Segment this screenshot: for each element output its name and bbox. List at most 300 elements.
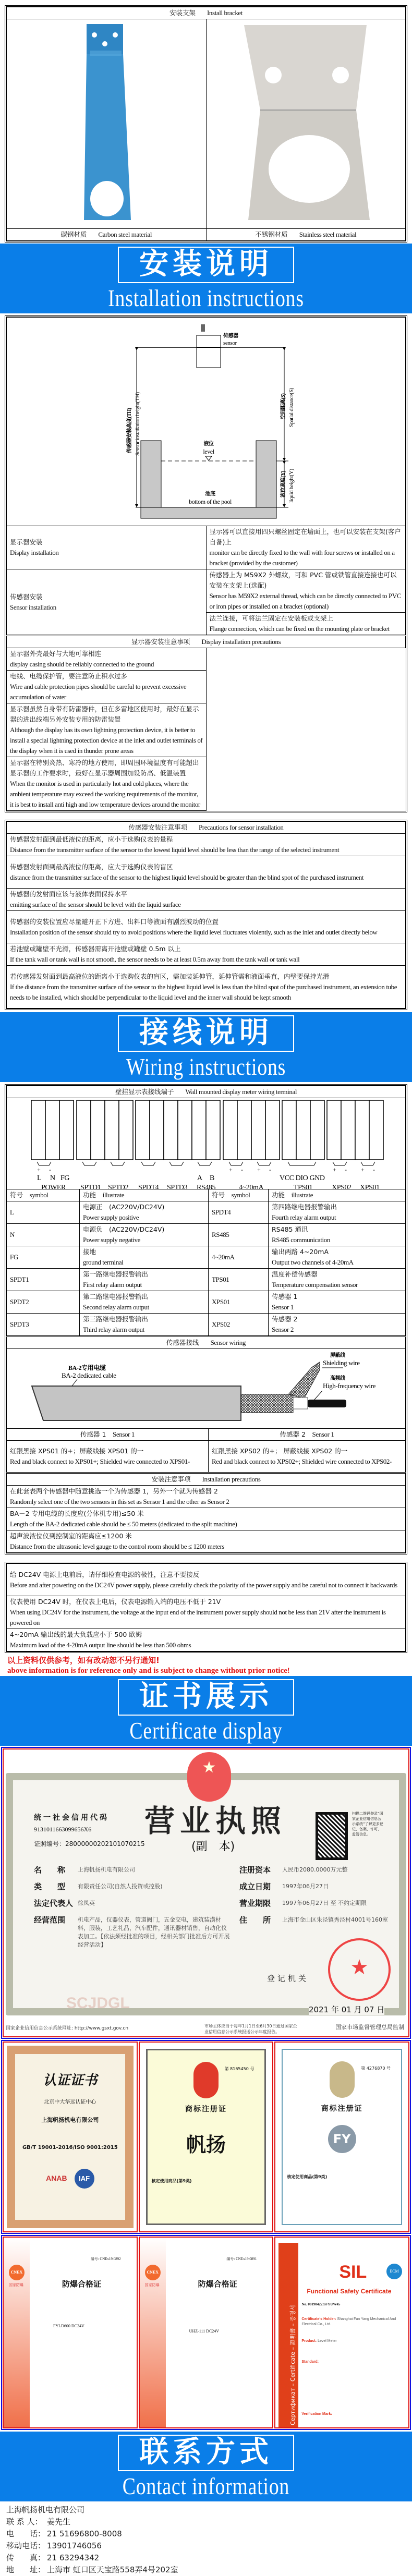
function-cn: 第四路继电器报警输出 [272, 1203, 337, 1211]
bottom-label-en: bottom of the pool [189, 498, 232, 505]
precaution-row [7, 1596, 406, 1629]
precaution-row [7, 1530, 406, 1553]
text-cn: 显示器在特别炎热、寒冷的地方使用，即周围环境温度有可能超出显示器的工作要求时，最好在显示器周围加设防高、低温装置 [10, 759, 199, 777]
iso-holder: 上海帆扬机电有限公司 [41, 2117, 99, 2123]
text-en: When using DC24V for the instrument, the voltage at the input end of the instrument power supply should not be less than 21V after the instrument is powered on [10, 1608, 386, 1626]
precaution-row [7, 648, 406, 671]
plus-sign: + [257, 1166, 261, 1173]
license-watermark: SCJDGL [66, 1995, 130, 2012]
wiring-terminal-title [7, 1086, 406, 1098]
banner-title-cn: 证书展示 [118, 1679, 294, 1716]
license-title: 营业执照 [144, 1803, 287, 1839]
text-en: If the tank wall or tank wall is not smooth, the sensor needs to be at least 0.5m away from the tank wall or tank wall [10, 955, 300, 963]
header-cn: 功能 [272, 1191, 285, 1199]
tm-number: 第 8165450 号 [224, 2067, 255, 2071]
text-en: Length of the BA-2 dedicated cable should be ≤ 50 meters (dedicated to the split machine) [10, 1520, 237, 1528]
function-cn: 接地 [83, 1248, 96, 1256]
symbol-cell: XPS01 [209, 1291, 269, 1314]
terminal-slot [136, 1100, 150, 1160]
text-en: Distance from the transmitter surface of the sensor to the lowest liquid level should be less than the range of the selected instrument [10, 846, 340, 854]
terminal-slot [265, 1100, 280, 1160]
contact-row [6, 2564, 412, 2576]
ex-title: 防爆合格证 [62, 2279, 102, 2289]
bracket-caption-carbon [7, 229, 207, 241]
ex-number: 编号: CNEx19.0892 [90, 2257, 121, 2261]
power-group-label: POWER [41, 1184, 66, 1192]
wiring-table [5, 1084, 407, 1554]
function-cn: 第一路继电器报警输出 [83, 1270, 149, 1278]
precaution-row [7, 943, 406, 966]
contact-row [6, 2552, 412, 2564]
terminal-slot [223, 1100, 237, 1160]
precaution-row [7, 1486, 406, 1508]
rs485-pin-label: A [197, 1174, 202, 1182]
symbol-cell: SPDT2 [7, 1291, 80, 1314]
minus-sign: - [373, 1166, 375, 1173]
license-fields-left [34, 1865, 232, 1957]
tm-title: 商标注册证 [321, 2105, 363, 2113]
terminal-slot [45, 1100, 59, 1160]
field-value: 1997年06月27日 至 不约定期限 [282, 1900, 367, 1906]
precaution-text [7, 757, 207, 811]
function-en: Output two channels of 4-20mA [272, 1258, 354, 1266]
disclaimer-cn: 以上资料仅供参考，如有改动恕不另行通知! [7, 1656, 160, 1665]
iso-org: 北京中大华远认证中心 [44, 2099, 96, 2105]
text-cn: 给 DC24V 电源上电前后，请仔细检查电源的极性，注意不要接反 [10, 1570, 200, 1578]
function-en: Third relay alarm output [83, 1326, 144, 1333]
terminal-bracket [82, 1162, 96, 1165]
qr-code-icon [316, 1812, 348, 1860]
contact-row [6, 2516, 412, 2528]
tm-mark: 帆扬 [186, 2133, 226, 2156]
power-pin-label: N [50, 1174, 55, 1182]
precaution-text [7, 889, 406, 911]
power-pin-label: L [37, 1174, 42, 1182]
install-bracket-table [5, 5, 407, 242]
text-cn: 法兰连接，可将法兰固定在安装板或支架上 [209, 614, 334, 622]
caption-en: Stainless steel material [299, 230, 357, 238]
certificate-number: 证照编号：28000000202101070215 [34, 1840, 145, 1848]
terminal-bracket [361, 1162, 375, 1165]
text-cn: 传感器发射面到最低液位的距离，应小于选购仪表的量程 [10, 835, 173, 843]
text-cn: 超声波液位仪到控制室的距离应≤1200 米 [10, 1532, 132, 1540]
header-en: illustrate [291, 1191, 313, 1199]
th-label-en: Sensor installation height(TH) [135, 392, 141, 456]
text-en: Randomly select one of the two sensors in this set as Sensor 1 and the other as Sensor 2 [10, 1498, 229, 1505]
license-field [34, 1899, 232, 1908]
product-value: Level Meter [318, 2339, 337, 2343]
carbon-bracket-photo [7, 19, 207, 229]
sil-certificate [274, 2237, 409, 2428]
text-cn: 显示器可以直接用四只螺丝固定在墙面上，也可以安装在支架(客户自备)上 [209, 528, 401, 546]
field-label: 成立日期 [239, 1882, 271, 1891]
terminal-slot [310, 1100, 324, 1160]
contact-value: 21 63294342 [47, 2553, 100, 2562]
terminal-slot [119, 1100, 133, 1160]
bracket-title-en: Install bracket [207, 9, 243, 17]
business-license [3, 1748, 409, 2037]
symbol-row [7, 1314, 406, 1336]
cable-label-en: BA-2 dedicated cable [62, 1371, 116, 1379]
precaution-text [7, 834, 406, 856]
header-cn: 符号 [212, 1191, 225, 1199]
header-en: symbol [231, 1191, 250, 1199]
cnex-logo-sub: 国家防爆 [144, 2283, 160, 2287]
function-en: Temperature compensation sensor [272, 1281, 358, 1289]
symbol-cell: SPDT3 [7, 1314, 80, 1336]
banner-title-cn: 安装说明 [118, 247, 294, 283]
symbol-row [7, 1201, 406, 1224]
disclaimer [7, 1655, 412, 1676]
terminal-slot [91, 1100, 105, 1160]
text-cn: 传感器的发射面应该与液体表面保持水平 [10, 890, 128, 898]
precaution-row [7, 834, 406, 856]
symbol-cell: N [7, 1224, 80, 1246]
iso-title: 认证证书 [43, 2073, 98, 2088]
terminal-bracket [198, 1162, 212, 1165]
terminal-group-label: SPTD1 [80, 1184, 101, 1192]
credit-code-label: 统一社会信用代码 [34, 1814, 109, 1822]
level-diagram-cell [7, 318, 406, 526]
text-cn: 传感器的安装位置应尽量避开正下方进、出料口等液面有剧烈波动的位置 [10, 917, 219, 926]
terminal-slot [31, 1100, 45, 1160]
plus-sign: + [37, 1166, 41, 1173]
title-en: Display installation precautions [201, 638, 281, 646]
cnex-logo: CNEX [145, 2265, 161, 2280]
text-en: emitting surface of the sensor should be level with the liquid surface [10, 901, 181, 908]
precaution-text [7, 966, 406, 1008]
title-cn: 安装注意事项 [151, 1475, 191, 1483]
precaution-row [7, 703, 406, 757]
text-en: Maximum load of the 4-20mA output line should be less than 500 ohms [10, 1641, 191, 1649]
text-en: Wire and cable protection pipes should be careful to prevent excessive accumulation of water [10, 683, 187, 701]
function-cell [269, 1269, 406, 1291]
precaution-row [7, 1629, 406, 1651]
trademark-certificate-1 [139, 2042, 274, 2232]
symbol-cell: 4~20mA [209, 1246, 269, 1269]
terminal-block-diagram [7, 1098, 406, 1192]
national-emblem-icon: ★ [187, 1752, 231, 1802]
tm-goods: 核定使用商品(第9类) [287, 2174, 328, 2179]
banner-title-en: Wiring instructions [126, 1053, 286, 1080]
cnex-logo: CNEX [9, 2265, 25, 2280]
tm-number: 第 4276870 号 [361, 2066, 391, 2071]
license-field [239, 1882, 396, 1891]
license-field [239, 1915, 396, 1925]
terminal-slot [296, 1100, 310, 1160]
function-cn: 第二路继电器报警输出 [83, 1293, 149, 1301]
high-frequency-wire [308, 1400, 346, 1407]
symbol-header [7, 1189, 80, 1201]
terminal-bracket [333, 1162, 347, 1165]
header-cn: 符号 [10, 1191, 23, 1199]
terminal-bracket [229, 1162, 243, 1165]
title-en: Installation precautions [202, 1475, 261, 1483]
title-en: Sensor 1 [113, 1430, 135, 1438]
sensor-installation-diagram [7, 318, 406, 523]
terminal-group-label: XPS01 [360, 1184, 380, 1192]
level-marker-icon [205, 456, 212, 460]
license-field [239, 1899, 396, 1908]
field-label: 营业期限 [239, 1899, 271, 1908]
stainless-steel-bracket-image [207, 19, 407, 225]
symbol-row [7, 1269, 406, 1291]
symbol-row [7, 1291, 406, 1314]
function-cell [269, 1291, 406, 1314]
license-footer-left: 国家企业信用信息公示系统网址: http://www.gsxt.gov.cn [6, 2026, 129, 2031]
header-en: illustrate [102, 1191, 125, 1199]
sil-title: SIL [339, 2262, 367, 2282]
th-label-cn: 传感器安装高度(TH) [127, 408, 132, 453]
text-en: monitor can be directly fixed to the wall with four screws or installed on a bracket (provided by the customer) [209, 549, 395, 567]
terminal-slot [192, 1100, 206, 1160]
shield-label-cn: 屏蔽线 [330, 1353, 345, 1358]
cable-braid [241, 1394, 293, 1413]
precaution-row [7, 671, 406, 703]
precaution-row [7, 911, 406, 943]
sensor-label-en: sensor [223, 340, 237, 346]
contact-label: 移动电话： [6, 2541, 46, 2550]
license-fields-right [239, 1865, 396, 1932]
contact-row [6, 2540, 412, 2552]
carbon-steel-bracket-image [7, 19, 207, 225]
minus-sign: - [241, 1166, 243, 1173]
sensor-precautions-table [5, 820, 407, 1010]
text-en: display casing should be reliably connected to the ground [10, 660, 154, 668]
sensor-installation-label [7, 569, 207, 636]
level-label-cn: 液位 [203, 441, 214, 447]
function-cell [80, 1314, 209, 1336]
explosion-proof-certificate-2 [139, 2237, 274, 2428]
precaution-text [7, 856, 406, 889]
text-en: Sensor has M59X2 external thread, which can be directly connected to PVC or iron pipes or installed on a bracket (optional) [209, 592, 402, 610]
label-cn: 显示器安装 [10, 538, 43, 546]
terminal-slot [369, 1100, 383, 1160]
wiring-precautions-title [7, 1473, 406, 1486]
title-cn: 传感器 1 [80, 1430, 106, 1438]
s-label-cn: 空间距离(S) [281, 393, 286, 419]
field-label: 法定代表人 [34, 1899, 74, 1908]
function-cell [269, 1246, 406, 1269]
text-cn: 若传感器发射面到最高液位的距离小于选购仪表的盲区，需加装延伸管，延伸管需和液面垂直，内壁要保持光滑 [10, 972, 330, 980]
contact-value: 上海市 虹口区天宝路558弄4号202室 [47, 2565, 178, 2574]
terminal-slot [327, 1100, 341, 1160]
field-label: 类 型 [34, 1882, 66, 1891]
bracket-caption-stainless [206, 229, 406, 241]
contact-label: 联 系 人： [6, 2517, 43, 2526]
terminal-slot [206, 1100, 220, 1160]
sensor2-wiring-text [209, 1441, 406, 1473]
label-cn: 传感器安装 [10, 592, 43, 601]
function-cn: 温度补偿传感器 [272, 1270, 318, 1278]
title-cn: 传感器 2 [280, 1430, 306, 1438]
precaution-text [7, 1629, 406, 1651]
text-cn: 显示器外壳最好与大地可靠相连 [10, 650, 102, 658]
registration-authority: 登记机关 [267, 1974, 309, 1983]
hf-label-cn: 高频线 [330, 1376, 345, 1381]
license-footer-right: 国家市场监督管理总局监制 [335, 2024, 404, 2031]
terminal-slot [355, 1100, 369, 1160]
text-cn: 仪表使用 DC24V 时，在仪表上电后，仪表电源输入端的电压不低于 21V [10, 1598, 221, 1606]
anab-logo: ANAB [46, 2174, 67, 2182]
terminal-group-label: 4~20mA [239, 1184, 264, 1192]
precaution-row [7, 757, 406, 811]
display-installation-text [206, 526, 406, 569]
license-date: 2021 年 01 月 07 日 [309, 2005, 385, 2014]
function-cn: 输出两路 4~20mA [272, 1248, 329, 1256]
text-cn: 显示器虽然自身带有防雷器件，但在多雷地区使用时，最好在显示器的进出线端另外安装专用的防雷装置 [10, 705, 199, 723]
precaution-row [7, 856, 406, 889]
disclaimer-en: above information is for reference only and is subject to change without prior notice! [7, 1667, 290, 1675]
terminal-slot [178, 1100, 192, 1160]
sensor-installation-flange [206, 613, 406, 636]
field-label: 名 称 [34, 1865, 66, 1875]
cnex-logo-sub: 国家防爆 [9, 2283, 23, 2287]
title-cn: 显示器安装注意事项 [131, 638, 190, 646]
installation-banner [0, 244, 412, 313]
license-field [34, 1882, 232, 1891]
precaution-text [7, 1530, 406, 1553]
iso-standard: GB/T 19001-2016/ISO 9001:2015 [22, 2145, 118, 2150]
standard-label: Standard: [301, 2360, 319, 2364]
shield-label-en: Shielding wire [323, 1359, 360, 1367]
symbol-cell: L [7, 1201, 80, 1224]
terminal-bracket [257, 1162, 271, 1165]
iaf-logo: IAF [75, 2169, 94, 2189]
plus-sign: + [229, 1166, 233, 1173]
label-en: Sensor installation [10, 603, 56, 611]
symbol-cell: TPS01 [209, 1269, 269, 1291]
shielding-wire [288, 1362, 320, 1399]
caption-cn: 碳钢材质 [60, 230, 87, 238]
banner-title-en: Certificate display [129, 1717, 283, 1744]
ex-title: 防爆合格证 [198, 2279, 237, 2289]
wiring-banner [0, 1012, 412, 1082]
terminal-group-label: RS485 [197, 1184, 216, 1192]
official-seal-icon: ★ [328, 1938, 391, 2001]
text-en: Red and black connect to XPS02+; Shielded wire connected to XPS02- [212, 1457, 392, 1465]
function-cell [80, 1201, 209, 1224]
trademark-certificate-2 [274, 2042, 409, 2232]
contact-label: 地 址： [6, 2565, 46, 2574]
terminal-slot [237, 1100, 251, 1160]
contact-value: 13901746056 [47, 2541, 102, 2550]
sensor1-wiring-text [7, 1441, 209, 1473]
terminal-bracket [288, 1162, 316, 1165]
terminal-bracket [37, 1162, 51, 1165]
precaution-text [7, 1508, 406, 1530]
function-en: ground terminal [83, 1258, 124, 1266]
tm-mark: FY [328, 2125, 356, 2153]
title-cn: 壁挂显示表接线端子 [115, 1088, 174, 1096]
terminal-diagram-cell [7, 1098, 406, 1192]
title-en: Sensor 1 [312, 1430, 334, 1438]
precaution-row [7, 889, 406, 911]
contact-info [6, 2504, 412, 2576]
function-cn: 传感器 2 [272, 1315, 298, 1323]
text-en: Red and black connect to XPS01+; Shielded wire connected to XPS01- [10, 1457, 190, 1465]
function-en: Sensor 1 [272, 1303, 294, 1311]
license-field [34, 1915, 232, 1949]
precaution-text [7, 648, 207, 671]
display-installation-label [7, 526, 207, 569]
sensor-label-cn: 传感器 [223, 333, 238, 339]
terminal-group-label: SPTD3 [167, 1184, 188, 1192]
symbol-row [7, 1246, 406, 1269]
field-value: 机电产品，仪器仪表，管道阀门，五金交电，建筑装潢材料，服装，工艺礼品，汽车配件，通讯器材销售，自动化仪表加工。【依法须经批准的项目，经相关部门批准后方可开展经营活动】 [78, 1916, 230, 1948]
sensor-wiring-title [7, 1336, 406, 1349]
title-en: Wall mounted display meter wiring terminal [185, 1088, 297, 1096]
banner-title-en: Contact information [122, 2473, 290, 2499]
terminal-slot [251, 1100, 265, 1160]
contact-value: 姜先生 [47, 2517, 71, 2526]
national-emblem-icon [193, 2062, 219, 2098]
minus-sign: - [49, 1166, 51, 1173]
text-en: Although the display has its own lightning protection device, it is better to install a special lightning protection device at the inlet and outlet terminals of the display when it is used in thunder prone areas [10, 726, 203, 755]
function-cell [269, 1201, 406, 1224]
field-value: 上海帆扬机电有限公司 [78, 1866, 135, 1873]
bracket-title-cn: 安装支架 [169, 9, 196, 17]
terminal-slot [77, 1100, 91, 1160]
certificate-row-2 [1, 2235, 411, 2430]
sensor-installation-thread [206, 569, 406, 613]
banner-title-en: Installation instructions [108, 285, 304, 311]
tps-pin-labels: VCC DIO GND [280, 1174, 325, 1182]
field-label: 注册资本 [239, 1865, 271, 1875]
power-notes-table [5, 1562, 407, 1653]
text-en: Distance from the ultrasonic level gauge to the control room should be ≤ 1200 meters [10, 1542, 225, 1550]
sensor-icon [197, 335, 221, 368]
sensor-precautions-title [7, 822, 406, 834]
precaution-text [7, 1564, 406, 1596]
text-cn: 传感器发射面到最高液位的距离，应大于选购仪表的盲区 [10, 862, 173, 871]
function-en: Sensor 2 [272, 1326, 294, 1333]
precaution-row [7, 966, 406, 1008]
verification-mark-label: Verification Mark: [301, 2412, 332, 2416]
function-cell [80, 1269, 209, 1291]
text-cn: 电线、电缆保护管，要注意防止积水过多 [10, 672, 128, 680]
license-footer-mid: 市场主体应当于每年1月1日至6月30日通过国家企业信用信息公示系统报送公示年度报告。 [204, 2024, 297, 2034]
license-field [239, 1865, 396, 1875]
sil-number: No. 08190422.SFYUW45 [301, 2302, 341, 2306]
caption-cn: 不锈钢材质 [255, 230, 288, 238]
plus-sign: + [333, 1166, 336, 1173]
holder-label: Certificate's Holder: [301, 2317, 336, 2321]
bracket-title [7, 7, 406, 19]
sil-subtitle: Functional Safety Certificate [307, 2288, 392, 2295]
y-label-en: liquid height(Y) [288, 469, 295, 503]
credit-code: 9131011663099656X6 [34, 1826, 92, 1833]
function-en: RS485 communication [272, 1236, 330, 1244]
bottom-label-cn: 池底 [205, 491, 215, 497]
header-en: symbol [29, 1191, 49, 1199]
rs485-pin-label: B [210, 1174, 214, 1182]
function-en: Second relay alarm output [83, 1303, 149, 1311]
function-cn: 传感器 1 [272, 1293, 298, 1301]
stainless-bracket-photo [206, 19, 406, 229]
contact-row [6, 2528, 412, 2540]
sensor1-title [7, 1429, 209, 1441]
function-cn: RS485 通讯 [272, 1225, 308, 1233]
license-subtitle: (副 本) [191, 1840, 235, 1853]
precaution-text [7, 703, 207, 757]
function-cn: 电源负 (AC220V/DC24V) [83, 1225, 165, 1233]
text-en: When the monitor is used in particularly hot and cold places, where the ambient temperature may exceed the working requirements of the monitor, it is best to install anti high and low temperature devices around the monitor [10, 780, 200, 808]
symbol-cell: SPDT1 [7, 1269, 80, 1291]
terminal-group-label: TPS01 [294, 1184, 313, 1192]
precaution-text [7, 911, 406, 943]
ecm-logo: ECM [386, 2264, 402, 2279]
